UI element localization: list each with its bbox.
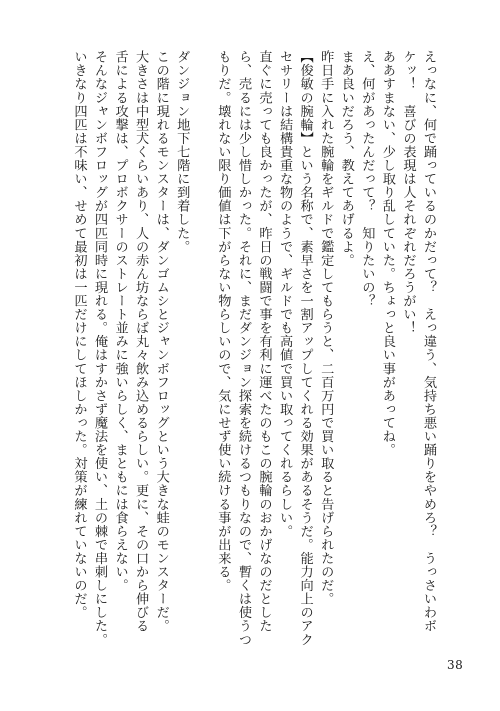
- text-line: いきなり四匹は不味い、せめて最初は一匹だけにしてほしかった。対策が練れていないのだ。: [71, 50, 87, 620]
- text-line: セサリーは結構貴重な物のようで、ギルドでも高値で買い取ってくれるらしい。: [277, 50, 293, 538]
- text-line: 【俊敏の腕輪】という名称で、素早さを一割アップしてくれる効果があるそうだ。能力向上のアク: [297, 50, 313, 647]
- text-line: ら、売るには少し惜しかった。それに、まだダンジョン探索を続けるつもりなので、暫くは使うつ: [235, 50, 251, 647]
- text-line: そんなジャンボフロッグが四匹同時に現れる。俺はすかさず魔法を使い、土の棘で串刺しにした。: [92, 50, 107, 647]
- text-line: ああすまない、少し取り乱していた。ちょっと良い事があってね。: [379, 50, 395, 457]
- text-line: 昨日手に入れた腕輪をギルドで鑑定してもらうと、二百万円で買い取ると告げられたのだ。: [318, 50, 334, 606]
- vertical-text-block: [68, 50, 438, 650]
- text-line: 舌による攻撃は、プロボクサーのストレート並みに強いらしく、まともには食らえない。: [112, 50, 128, 592]
- blank-line: [193, 50, 211, 650]
- text-line: まあ良いだろう、教えてあげるよ。: [338, 50, 354, 267]
- text-line: この階に現れるモンスターは、ダンゴムシとジャンボフロッグという大きな蛙のモンスターだ。: [153, 50, 169, 633]
- text-line: 大きさは中型犬くらいあり、人の赤ん坊ならば丸々飲み込めるらしい。更に、その口から伸びる: [133, 50, 149, 633]
- text-line: ケッ！ 喜びの表現は人それぞれだろうがい！: [400, 50, 416, 335]
- page-number: 38: [447, 658, 464, 672]
- text-line: 直ぐに売っても良かったが、昨日の戦闘で事を有利に運べたのもこの腕輪のおかげなのだとした: [256, 50, 272, 633]
- text-line: もりだ。壊れない限り価値は下がらない物らしいので、気にせず使い続ける事が出来る。: [215, 50, 231, 592]
- text-line: えっなに、何で踊っているのかだって？ えっ違う、気持ち悪い踊りをやめろ？ うっさいわボ: [421, 50, 436, 633]
- text-line: ダンジョン地下七階に到着した。: [174, 50, 190, 254]
- text-line: え、何があったんだって？ 知りたいの？: [359, 50, 375, 308]
